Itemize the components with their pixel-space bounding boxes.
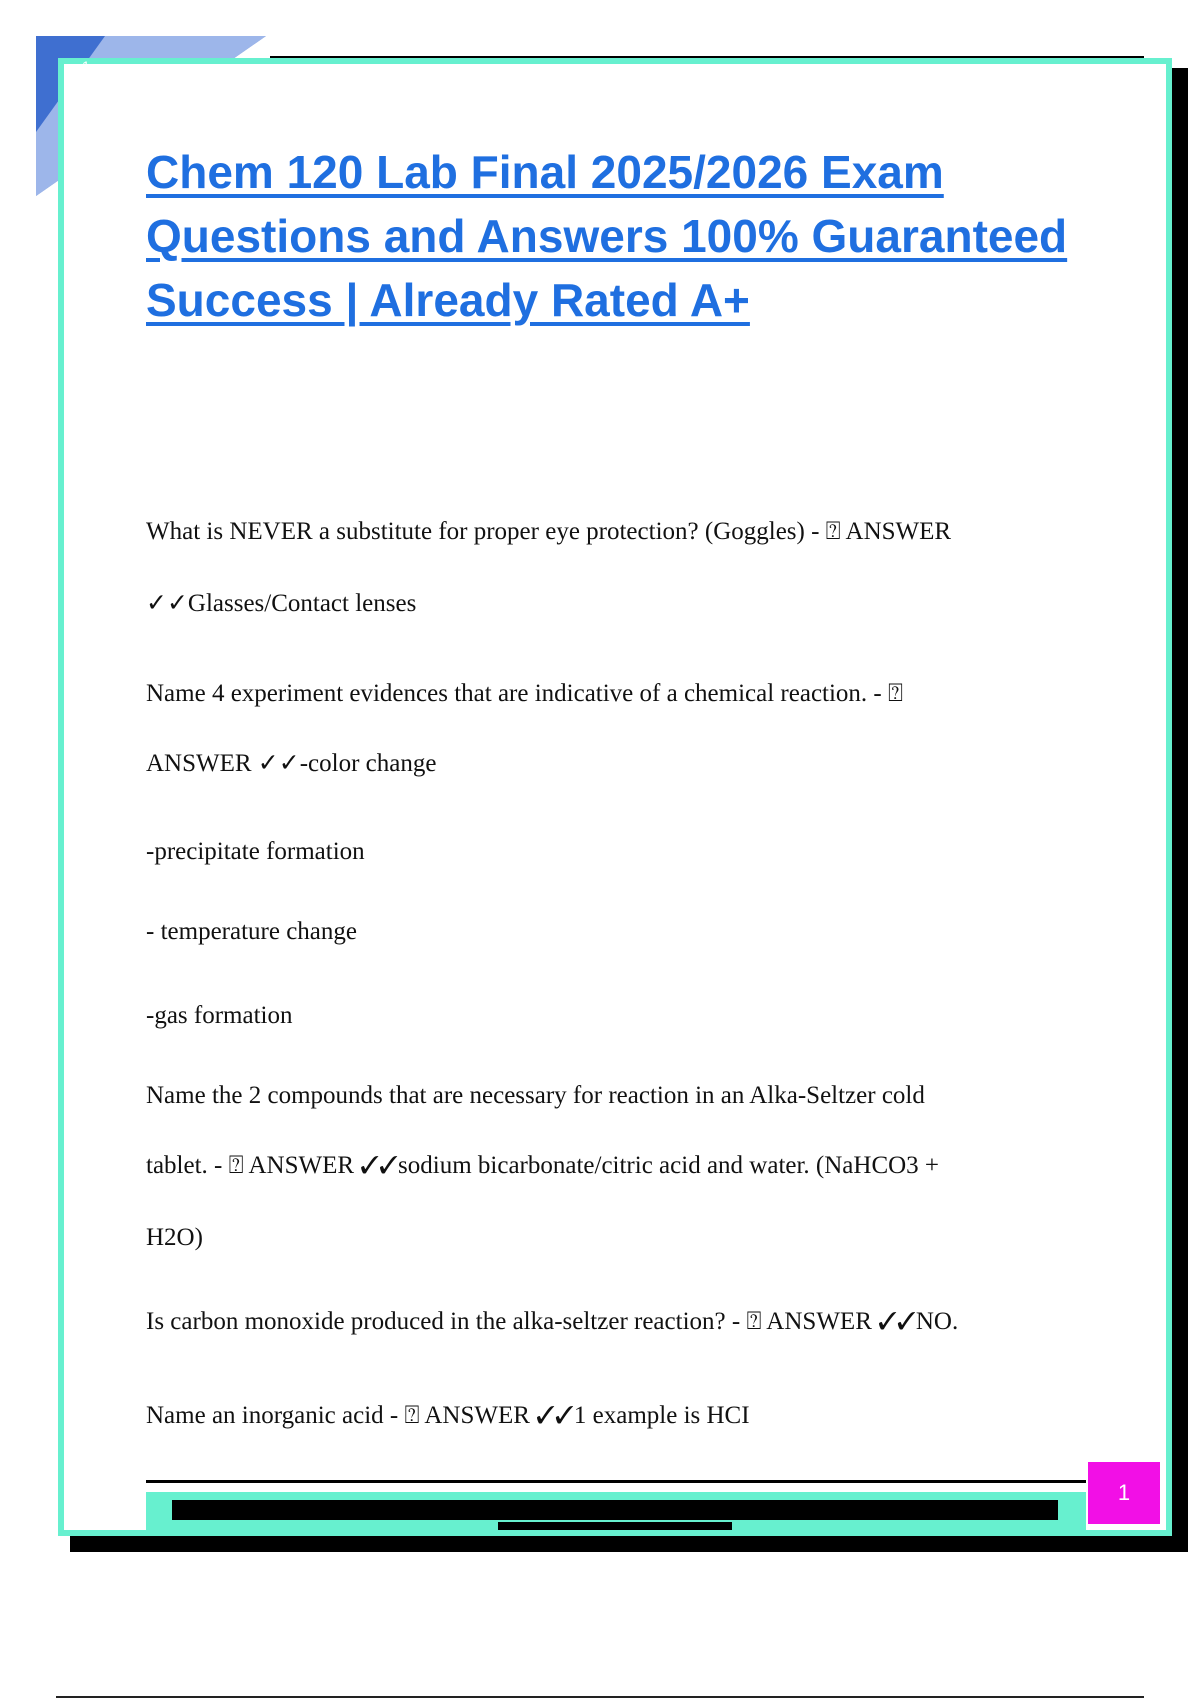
document-title: Chem 120 Lab Final 2025/2026 Exam Questions and Answers 100% Guaranteed Success | Already Rated A+ xyxy=(146,146,1068,326)
bottom-divider xyxy=(56,1696,1144,1698)
footer-bar xyxy=(172,1500,1058,1520)
qa-line: Is carbon monoxide produced in the alka-seltzer reaction? - ⍰ ANSWER ✓✓NO. xyxy=(146,1308,959,1335)
qa-line: - temperature change xyxy=(146,918,357,945)
page-number-badge: 1 xyxy=(1088,1462,1160,1524)
qa-line: tablet. - ⍰ ANSWER ✓✓sodium bicarbonate/citric acid and water. (NaHCO3 + xyxy=(146,1152,940,1179)
qa-line: ✓✓Glasses/Contact lenses xyxy=(146,590,417,617)
qa-line: Name 4 experiment evidences that are indicative of a chemical reaction. - ⍰ xyxy=(146,680,904,707)
qa-line: -precipitate formation xyxy=(146,838,365,865)
qa-line: Name the 2 compounds that are necessary for reaction in an Alka-Seltzer cold xyxy=(146,1082,925,1109)
qa-line: What is NEVER a substitute for proper eye protection? (Goggles) - ⍰ ANSWER xyxy=(146,518,952,545)
qa-line: ANSWER ✓✓-color change xyxy=(146,750,437,777)
qa-line: -gas formation xyxy=(146,1002,293,1029)
qa-line: Name an inorganic acid - ⍰ ANSWER ✓✓1 example is HCI xyxy=(146,1402,750,1429)
top-rule xyxy=(270,56,1144,58)
footer-small-bar xyxy=(498,1522,732,1530)
footer-rule xyxy=(146,1480,1086,1483)
qa-line: H2O) xyxy=(146,1224,203,1251)
corner-page-number: 1 xyxy=(82,58,90,74)
